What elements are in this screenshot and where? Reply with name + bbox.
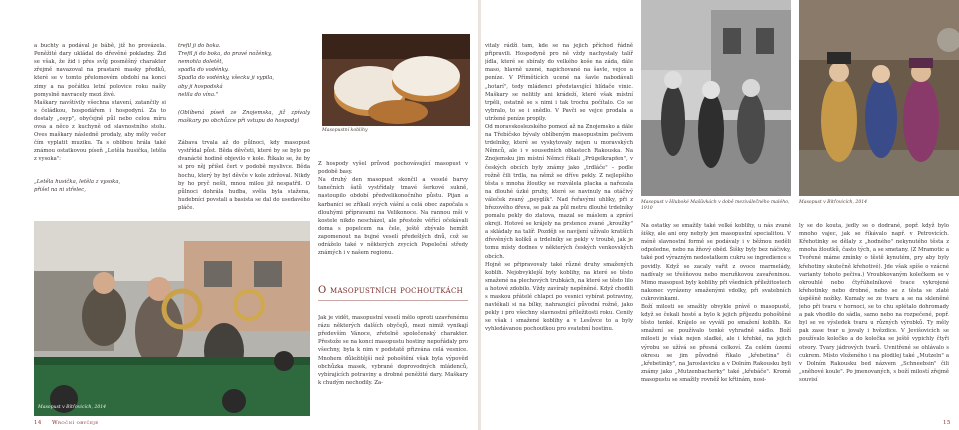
page-footer — [34, 420, 99, 426]
section-divider — [318, 300, 468, 301]
left-column-2 — [178, 34, 310, 220]
song-note: (Oblíbená píseň ze Znojemska, již zpívaly maškary po obchůzce při vstupu do hospody) — [178, 109, 310, 124]
body-text: Z hospody vyšel průvod pochovávající masopust v podobě basy. Na druhý den masopust skončil a veselé barvy tanečních šatů vystřídaly tmavé šerkové sukně, nastoupilo období předvelikonočního půstu. Pijan a karbaníci se zříkali svých vášní a celá obec započala s dlouhými přípravami na Velikonoce. Na rannou mši v kostele nikdo nescházel, ale přestože věřící očekávali doma s popelcem na čele, ještě zbývalo hemžit zapomenout na bujné veselí předešlých dnů, což se odráželo také v některých zvycích Popeleční středy známých i v našem regionu. — [318, 161, 468, 257]
masked-figures-photo — [799, 0, 959, 196]
bakery-photo — [322, 34, 470, 126]
song-verse: „Letěla husička, letěla z vysoka, přišel na ni střelec, — [34, 178, 121, 193]
right-page — [481, 0, 959, 430]
left-page — [0, 0, 478, 430]
photo-caption: Masopustní koblihy — [322, 128, 368, 133]
old-village-photo — [641, 0, 791, 196]
body-text: ly se do kouta, jedly se o dodrané, popř. když bylo mnoho vajec, jak se říkávalo např. v Petrovicích. Křehotinky se dělaly z „hodného" nekynutého těsta z mnoha žloutků, často tých, a se smetany. (Z Mramotic a Tvořené máme zmínky o těstě kynutém, pry aby byly křehotiny skutečně křehotivé). Jde však spíše o vzácné varianty tohoto pečiva.) Vroubkovaným kolečkem se v okrouhlé nebo čtyřúhelníkové tvace vykrojené křehotinky nebo drobné, nebo se z těsta se zlaté úspěšně nožíky. Kumaly se ze tvaru a se na skleněné jeho při tvaru v hornoci, se to chu splétalo dohromady a pak vhodilo do sádla, samo nebo na rozpečené, popř. byl se ve výsledek tvaru u různých výrobků. Ty měly pak zase tvar u jovaly i hvězdice. V Jevišovicích se používalo kolečko a do kolečka se ještě vypichly čtyři otvory. Tvary jádrových tvarů. Uvnitřené se ohlávalo s cukrem. Místo vloženého i na plodilej také „Mutzeln" a v Dolním Rakousku bed názvem „Schneebsin" čili „sněhové koule". Po jmenovaných, s boží milostí zřejmě souvisí — [799, 223, 949, 383]
page-number: 15 — [943, 420, 951, 426]
brass-band-photo — [34, 221, 310, 416]
left-column-3 — [318, 152, 468, 278]
running-title: Wroční obyčeje — [51, 420, 99, 426]
section-heading: O masopustních pochoutkách — [318, 285, 464, 296]
photo-caption: Masopust v Bítřovicích, 2014 — [799, 200, 868, 205]
photo-caption: Masopust v Bítřovicích, 2014 — [38, 405, 107, 410]
page-footer — [943, 420, 951, 426]
right-column-2 — [641, 214, 791, 416]
body-text: Na ostatky se smažily také velké koblihy, u nás zvané šišky, ale ani ony nebyly jen masopustní specialitou. V méně slavnostní formě se podávaly i v běžnou neděli odpoledne, nebo na žňový oběd. Šišky byly bez náčivky, také pod výrazným nedostatkem cukru se ingredience s povidly. Když se zacaly vařit z ovoce marmelády, nadívaly se třešňovou nebo meruňkovou zavařeninou. Mimo masopust byly koblihy při všedních příležitostech nakonec vyrázeny smaženými vdolky, při svatebních cukrovinkami. Boží milosti se smažily obvykle právě o masopustě, když se čekali hosté a bylo k jejich příjezdu pohoštěné těsto tenké. Krájelo se vyválí po smažení koblih. Ke smažení se používalo tenké vyhradně sádlo. Boží milosti je však nejen sladké, ale i křehké, na jejich výrobu se užívá se přesná celkoví. Za celém území okresu se jim původně říkalo „křebetina" či „křebetinky", na Jaroslavicku a v Dolním Rakousku byli známy jako „Mutzenbacherky" také „křebáče". Kromě masopustu se smažily rovněž ke křtinám, nosi- — [641, 223, 791, 383]
left-column-3b — [318, 306, 468, 416]
left-column-1 — [34, 34, 166, 220]
right-column-3 — [799, 214, 949, 416]
body-text: Jak je vidět, masopustní veselí mělo oproti uzavřenému rázu některých dalších obyčejů, mezi nimiž vynikají především Vánoce, zřetelně společenský charakter. Přestože se na konci masopustu hostiny nepořádaly pro všechny, byla k nim v podstatě přizvána celá vesnice. Mnohem důležitější než pohoštění však byla výpověď obchůzka masek, vybrané doprovodných mládenců, vybírajících potraviny a drobné peněžité dary. Maškary k chudým nechodily. Za- — [318, 315, 468, 386]
right-column-1 — [485, 34, 633, 416]
song-verse-continued: trefil ji do boka. Trefil ji do boka, do pravé nožénky, nemohla doletět, spadla do vodénky. Spadla do vodénky, všecku ji vypila, aby ji hospodská nelila do vína." — [178, 43, 275, 98]
body-text: vitaly rádži tam, kde se na jejich příchod řádně připravili. Hospodyně pro ně vždy nachystaly talíř jídla, které se sbíraly do velkého koše na záda, dále maso, hlavně uzené, napichované na šavle, vejce a peníze. V Přímětících ucené na šavle nabodávali „hotarí", tedy mládenci představující hlídače vinic. Maškary se nelitily ani krádeží, které však místní trpěli, ostatně se s nimi i tak trochu počítalo. Co se vybralo, to se i snědlo. V Pavči se vejce prodala a utržené peníze propily. Od moravskoslezského pomezí až na Znojemsko a dále na Třebíčsko bývaly oblíbeným masopustním pečivem trdelníky, které se vyskytovaly nejen u moravských Němců, ale i v sousedních oblastech Rakouska. Na Znojemsku jim místní Němci říkali „Prügelkrapfen", v českých obcích byly známy jako „trdláče" – podle rožně čili trdla, na němž se dříve pekly. Z nejlepšího těsta s mnoha žloutky se rozválela placka a nařezala na dlouhé úzké pruhy, které se navinuly na otáčivý váleček zvaný „peyglík". Nad řeřavými uhlíky, při z březového dřeva, se pak za půl metru dlouhé trdelníky pomalu pekly do zlatova, mazal se máslem a zpráví okreji. Hotové se krájely na prstence zvané „kroužky" a skládaly na talíř. Později se navíjení užívalo kratších dřevěných kolíků a trdelníky se pekly v troubě, jak je tomu místy dodnes v některých českých venkovských obcích. Hojně se připravovaly také různé druhy smažených koblih. Nejobvyklejší byly koblihy, na které se těsto smažené na plechových trubkách, na které se těsto lilo a hotové zdobilo. Vždy zavíraly nepěněné. Když chodili s maskou přátelé chlapci po vesnici vybírat potraviny, navlékali si na bílky, nahrazující původní rožně, jako pekly i pro všechny slavnostní příležitosti roku. Cenily se však i smažené koblihy a v Lesůvce to a byly vyhledávanou pochoutkou pro svatební hostinu. — [485, 43, 633, 333]
page-number: 14 — [34, 420, 42, 426]
body-text: a buchty a podával je bábě, již ho provázela. Peněžité dary ukládal do dřevěné pokladny. Žid se však, že žid i přes svůj posměšný charakter zřejmě navazoval na prastaré masky předků, které se v tomto přelomovém období na konci zimy a na počátku letní polovice roku našly pomyslně navracely mezi živé. Maškary navštívily všechna stavení, zatančily si s čeládkou, hospodářem i hospodyní. Za to dostaly „osyp", obyčejně půl nebo celou míru ovsa a něco z kuchyně od slavnostního stolu. Oves maškary následně prodaly, aby měly večer čím vyplatit muziku. Ta s oblibou hrála také známou ostatkovou píseň „Letěla husička, letěla z vysoka": — [34, 43, 166, 163]
photo-caption: Masopust v Hluboké Mašůvkách v době meziválečného malého, 1910 — [641, 200, 790, 211]
body-text: Zábava trvala až do půlnoci, kdy masopust vystřídal půst. Běda děvčeti, které by se bylo po dvanácté hodině objevilo v kole. Říkalo se, že by si pro něj přišel čert v podobě myslivce. Běda hochu, který by byl děvče v kole zdržoval. Nikdy by ho pryč nešli, mnou milou již nespatřil. O půlnoci dohrála hudba, svěla byla stažena, hudebníci povstali a basista se dal do usedavého pláče. — [178, 140, 310, 211]
